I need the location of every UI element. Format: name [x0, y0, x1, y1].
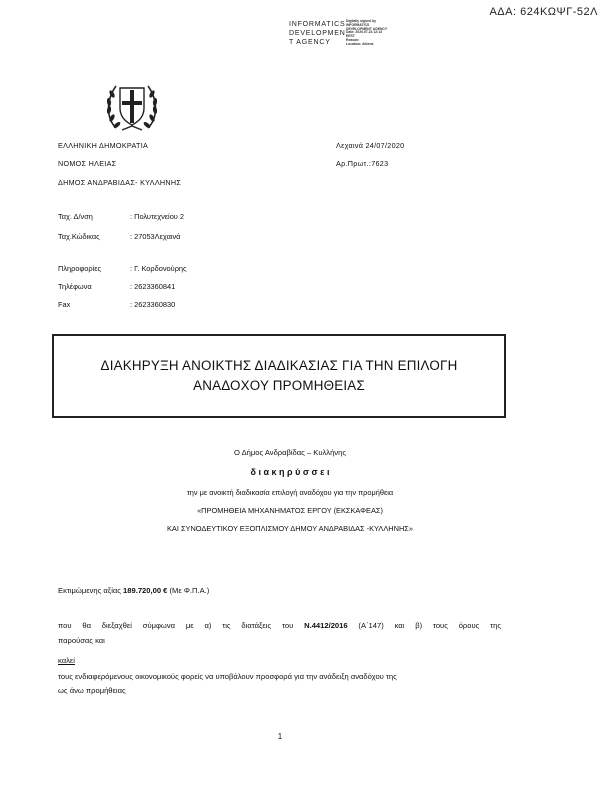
prefecture-heading: ΝΟΜΟΣ ΗΛΕΙΑΣ — [58, 159, 117, 168]
invite-word: καλεί — [58, 656, 75, 665]
municipality-heading: ΔΗΜΟΣ ΑΝΔΡΑΒΙΔΑΣ- ΚΥΛΛΗΝΗΣ — [58, 178, 182, 187]
protocol-number: Αρ.Πρωτ.:7623 — [336, 159, 389, 168]
contact-value: : 2623360841 — [130, 282, 176, 291]
greek-coat-of-arms-icon — [104, 74, 160, 134]
estimated-value-prefix: Εκτιμώμενης αξίας — [58, 586, 124, 595]
page-number: 1 — [277, 732, 283, 741]
announcement-line: ΚΑΙ ΣΥΝΟΔΕΥΤΙΚΟΥ ΕΞΟΠΛΙΣΜΟΥ ΔΗΜΟΥ ΑΝΔΡΑΒΙΔΑΣ -ΚΥΛΛΗΝΗΣ» — [166, 524, 413, 533]
contact-label: Ταχ. Δ/νση — [58, 212, 93, 221]
announcement-verb: δ ι α κ η ρ ύ σ σ ε ι — [250, 467, 330, 477]
signature-line: INFORMATICS — [346, 22, 370, 27]
legal-basis-continued: παρούσας και — [58, 636, 105, 645]
signature-line: Date: 2020.07.24 12:13 — [346, 30, 383, 35]
estimated-value-amount: 189.720,00 € — [123, 586, 168, 595]
agency-logo-text — [289, 20, 346, 47]
contact-value: : Πολυτεχνείου 2 — [130, 212, 185, 221]
estimated-value — [58, 586, 209, 595]
invitation-paragraph-line: τους ενδιαφερόμενους οικονομικούς φορείς να υποβάλουν προσφορά για την ανάδειξη αναδόχου της — [58, 672, 397, 681]
legal-basis-paragraph — [58, 621, 501, 630]
contact-label: Fax — [58, 300, 71, 309]
contact-value: : Γ. Κορδονούρης — [130, 264, 187, 273]
agency-logo-line: DEVELOPMEN — [289, 30, 346, 37]
invitation-paragraph-line: ως άνω προμήθειας — [58, 686, 126, 695]
contact-value: : 2623360830 — [130, 300, 176, 309]
contact-label: Πληροφορίες — [58, 264, 102, 273]
contact-label: Τηλέφωνα — [58, 282, 92, 291]
signature-line: Reason: — [346, 37, 360, 42]
agency-logo-line: T AGENCY — [289, 39, 331, 46]
issuer-line: Ο Δήμος Ανδραβίδας – Κυλλήνης — [234, 448, 346, 457]
ada-code: ΑΔΑ: 624ΚΩΨΓ-52Λ — [489, 6, 598, 18]
legal-basis-text: που θα διεξαχθεί σύμφωνα με α) τις διατάξεις του — [58, 621, 305, 630]
law-reference: Ν.4412/2016 — [304, 621, 348, 630]
document-title-box — [52, 334, 506, 418]
announcement-line: την με ανοικτή διαδικασία επιλογή αναδόχου για την προμήθεια — [186, 488, 394, 497]
signature-line: Digitally signed by — [346, 19, 376, 23]
document-title-line: ΔΙΑΚΗΡΥΞΗ ΑΝΟΙΚΤΗΣ ΔΙΑΔΙΚΑΣΙΑΣ ΓΙΑ ΤΗΝ ΕΠΙΛΟΓΗ — [100, 358, 458, 373]
signature-line: DEVELOPMENT AGENCY — [346, 26, 388, 31]
contact-value: : 27053Λεχαινά — [130, 232, 181, 241]
signature-line: Location: Athens — [346, 41, 374, 46]
digital-signature-text — [346, 20, 387, 47]
announcement-line: «ΠΡΟΜΗΘΕΙΑ ΜΗΧΑΝΗΜΑΤΟΣ ΕΡΓΟΥ (ΕΚΣΚΑΦΕΑΣ) — [197, 506, 383, 515]
estimated-value-suffix: (Με Φ.Π.Α.) — [167, 586, 210, 595]
republic-heading: ΕΛΛΗΝΙΚΗ ΔΗΜΟΚΡΑΤΙΑ — [58, 141, 149, 150]
document-title-line: ΑΝΑΔΟΧΟΥ ΠΡΟΜΗΘΕΙΑΣ — [193, 378, 365, 393]
date-line: Λεχαινά 24/07/2020 — [336, 141, 405, 150]
legal-basis-text: (Α΄147) και β) τους όρους της — [347, 621, 501, 630]
signature-line: EEST — [346, 34, 355, 39]
agency-logo-line: INFORMATICS — [289, 21, 346, 28]
contact-label: Ταχ.Κώδικας — [58, 232, 100, 241]
